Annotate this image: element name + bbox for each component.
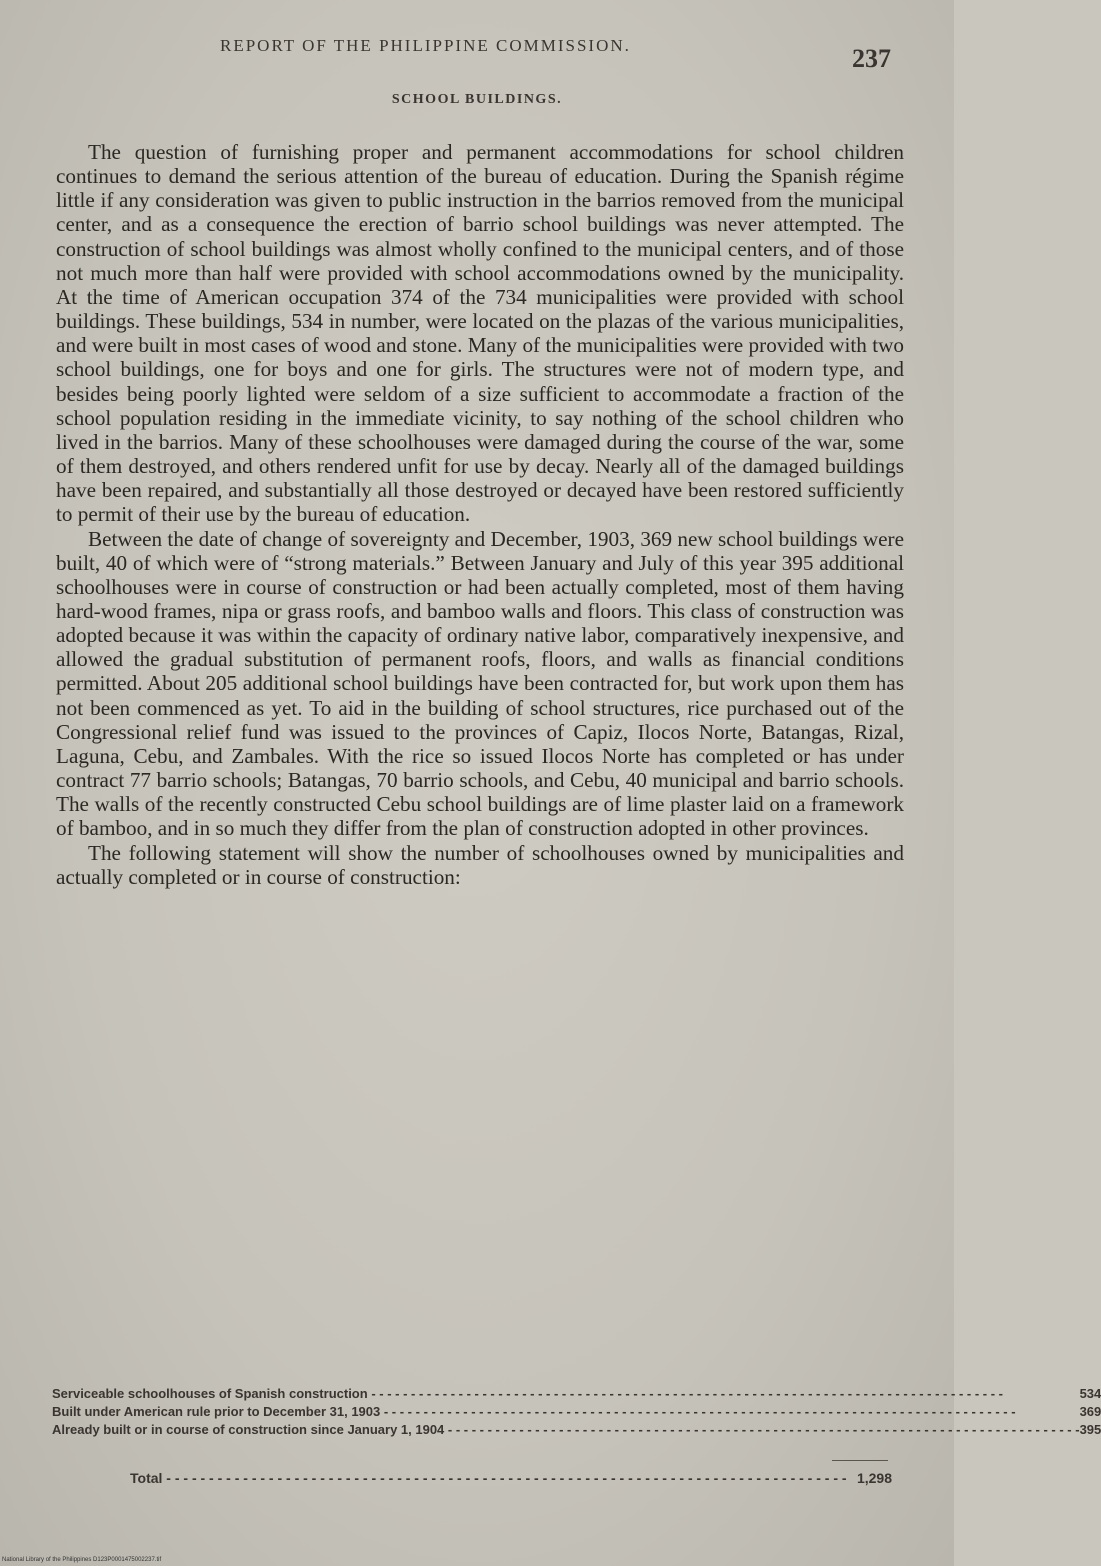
paragraph-1: The question of furnishing proper and permanent accommodations for school children continues to demand the serious attention of the bureau of education. During the Spanish régime little if any consideration was given to public instruction in the barrios removed from the municipal center, and as a consequence the erection of barrio school buildings was never attempted. The construction of school buildings was almost wholly confined to the municipal centers, and of those not much more than half were provided with school accommodations owned by the municipality. At the time of American occupation 374 of the 734 municipalities were provided with school buildings. These buildings, 534 in number, were located on the plazas of the various municipalities, and were built in most cases of wood and stone. Many of the municipalities were provided with two school buildings, one for boys and one for girls. The structures were not of modern type, and besides being poorly lighted were seldom of a size sufficient to accommodate a fraction of the school population residing in the immediate vicinity, to say nothing of the school children who lived in the barrios. Many of these schoolhouses were damaged during the course of the war, some of them destroyed, and others rendered unfit for use by decay. Nearly all of the damaged buildings have been repaired, and substantially all those destroyed or decayed have been restored sufficiently to permit of their use by the bureau of education. [56,140,904,527]
leader-dots: - - - - - - - - - - - - - - - - - - - - - - - - - - - - - - - - - - - - - - - - - - - - - - - - - - - - - - - - - - - - - - - - - - - - - - - - - - - - - - - - [380,1403,1016,1419]
body-text [56,140,904,889]
table-row [52,1402,1101,1420]
total-label: Total - - - - - - - - - - - - - - - - - - - - - - - - - - - - - - - - - - - - - - - - - - - - - - - - - - - - - - - - - - - - - - - - - - - - - - - - - - - - - - - - [130,1470,847,1486]
scan-footer: National Library of the Philippines D123P0001475002237.tif [2,1557,162,1563]
row-label: Serviceable schoolhouses of Spanish construction - - - - - - - - - - - - - - - - - - - - - - - - - - - - - - - - - - - - - - - - - - - - - - - - - - - - - - - - - - - - - - - - - - - - - - - - - - - - - - - - [52,1385,1003,1401]
row-label: Built under American rule prior to December 31, 1903 - - - - - - - - - - - - - - - - - - - - - - - - - - - - - - - - - - - - - - - - - - - - - - - - - - - - - - - - - - - - - - - - - - - - - - - - - - - - - - - - [52,1403,1016,1419]
leader-dots: - - - - - - - - - - - - - - - - - - - - - - - - - - - - - - - - - - - - - - - - - - - - - - - - - - - - - - - - - - - - - - - - - - - - - - - - - - - - - - - - [444,1421,1080,1437]
table-row [52,1420,1101,1438]
leader-dots: - - - - - - - - - - - - - - - - - - - - - - - - - - - - - - - - - - - - - - - - - - - - - - - - - - - - - - - - - - - - - - - - - - - - - - - - - - - - - - - - [162,1470,847,1486]
total-value: 1,298 [856,1470,892,1486]
row-value: 369 [1079,1403,1101,1419]
table-row [52,1384,1101,1402]
row-value: 534 [1079,1385,1101,1401]
statement-table [52,1384,1101,1438]
paragraph-3: The following statement will show the number of schoolhouses owned by municipalities and actually completed or in course of construction: [56,840,904,889]
section-title: SCHOOL BUILDINGS. [391,92,563,107]
row-label: Already built or in course of construction since January 1, 1904 - - - - - - - - - - - - - - - - - - - - - - - - - - - - - - - - - - - - - - - - - - - - - - - - - - - - - - - - - - - - - - - - - - - - - - - - - - - - - - - - [52,1421,1080,1437]
leader-dots: - - - - - - - - - - - - - - - - - - - - - - - - - - - - - - - - - - - - - - - - - - - - - - - - - - - - - - - - - - - - - - - - - - - - - - - - - - - - - - - - [367,1385,1003,1401]
running-head: REPORT OF THE PHILIPPINE COMMISSION. [220,36,631,55]
row-value: 395 [1079,1421,1101,1437]
paragraph-2: Between the date of change of sovereignty and December, 1903, 369 new school buildings were built, 40 of which were of “strong materials.” Between January and July of this year 395 additional schoolhouses were in course of construction or had been actually completed, most of them having hard-wood frames, nipa or grass roofs, and bamboo walls and floors. This class of construction was adopted because it was within the capacity of ordinary native labor, comparatively inexpensive, and allowed the gradual substitution of permanent roofs, floors, and walls as financial conditions permitted. About 205 additional school buildings have been contracted for, but work upon them has not been commenced as yet. To aid in the building of school structures, rice purchased out of the Congressional relief fund was issued to the provinces of Capiz, Ilocos Norte, Batangas, Rizal, Laguna, Cebu, and Zambales. With the rice so issued Ilocos Norte has completed or has under contract 77 barrio schools; Batangas, 70 barrio schools, and Cebu, 40 municipal and barrio schools. The walls of the recently constructed Cebu school buildings are of lime plaster laid on a framework of bamboo, and in so much they differ from the plan of construction adopted in other provinces. [56,526,904,841]
sum-rule [832,1460,888,1461]
page-number: 237 [852,44,891,73]
total-row [130,1470,892,1486]
